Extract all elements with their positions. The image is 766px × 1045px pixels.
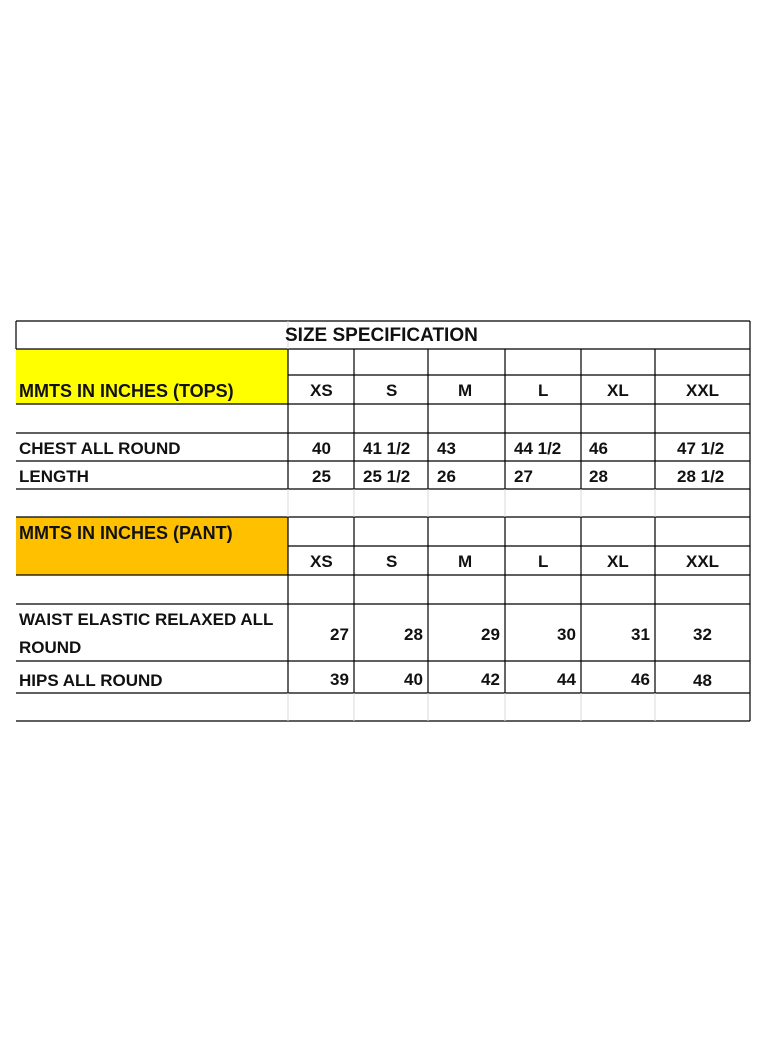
waist-l: 30 (557, 625, 576, 644)
tops-size-l: L (538, 381, 549, 400)
length-xs: 25 (312, 467, 331, 486)
chest-xl: 46 (589, 439, 608, 458)
pant-size-xs: XS (310, 552, 333, 571)
chest-xs: 40 (312, 439, 331, 458)
row-label-hips: HIPS ALL ROUND (19, 671, 163, 690)
tops-section-header: MMTS IN INCHES (TOPS) (19, 381, 234, 401)
length-l: 27 (514, 467, 533, 486)
pant-size-xxl: XXL (686, 552, 720, 571)
waist-xs: 27 (330, 625, 349, 644)
row-label-length: LENGTH (19, 467, 89, 486)
chest-s: 41 1/2 (363, 439, 411, 458)
waist-xxl: 32 (693, 625, 712, 644)
tops-size-m: M (458, 381, 473, 400)
waist-m: 29 (481, 625, 500, 644)
length-s: 25 1/2 (363, 467, 411, 486)
row-label-waist-line2: ROUND (19, 638, 82, 657)
tops-size-xxl: XXL (686, 381, 720, 400)
chest-xxl: 47 1/2 (677, 439, 725, 458)
chest-l: 44 1/2 (514, 439, 562, 458)
chest-m: 43 (437, 439, 456, 458)
tops-size-xl: XL (607, 381, 629, 400)
hips-m: 42 (481, 670, 500, 689)
pant-size-s: S (386, 552, 398, 571)
hips-l: 44 (557, 670, 576, 689)
waist-xl: 31 (631, 625, 650, 644)
hips-xxl: 48 (693, 671, 712, 690)
hips-s: 40 (404, 670, 423, 689)
pant-size-xl: XL (607, 552, 629, 571)
length-xl: 28 (589, 467, 608, 486)
hips-xs: 39 (330, 670, 349, 689)
pant-size-m: M (458, 552, 473, 571)
hips-xl: 46 (631, 670, 650, 689)
pant-size-l: L (538, 552, 549, 571)
tops-size-xs: XS (310, 381, 333, 400)
row-label-chest: CHEST ALL ROUND (19, 439, 181, 458)
tops-size-s: S (386, 381, 398, 400)
page-title: SIZE SPECIFICATION (285, 325, 478, 346)
waist-s: 28 (404, 625, 423, 644)
length-xxl: 28 1/2 (677, 467, 725, 486)
row-label-waist-line1: WAIST ELASTIC RELAXED ALL (19, 610, 274, 629)
length-m: 26 (437, 467, 456, 486)
pant-section-header: MMTS IN INCHES (PANT) (19, 523, 233, 543)
